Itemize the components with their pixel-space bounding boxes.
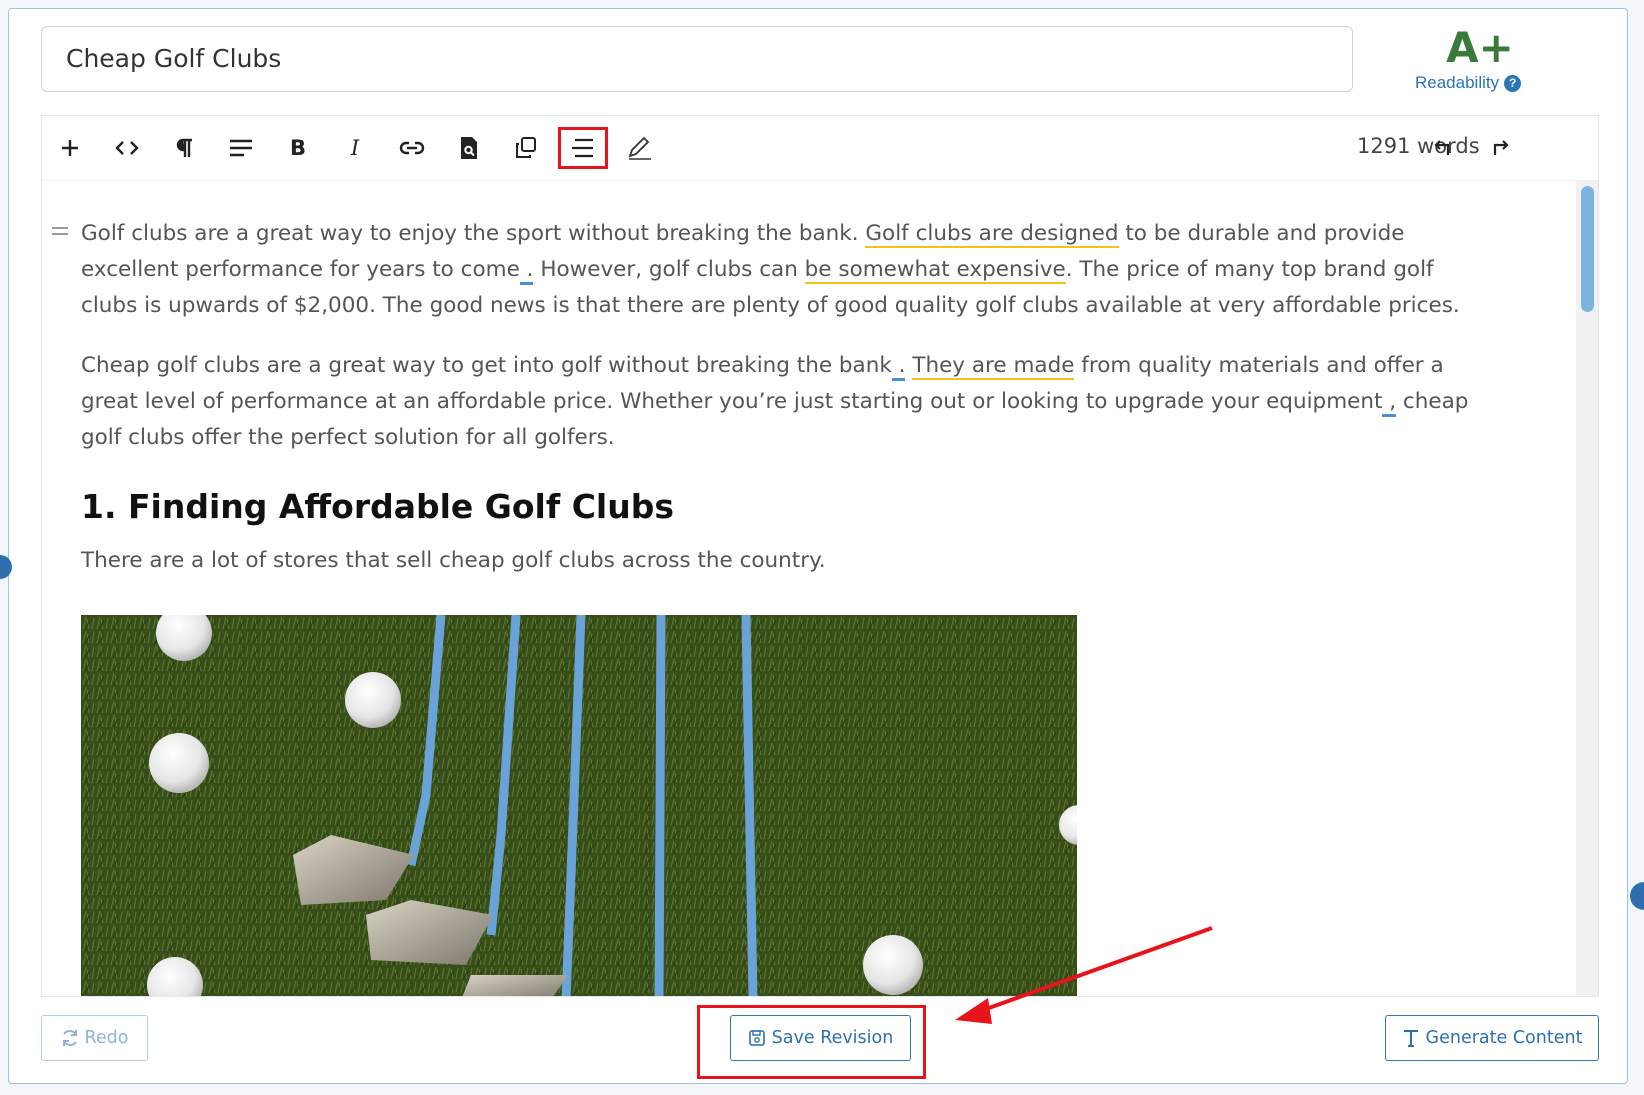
punctuation-suggestion[interactable]: . — [520, 257, 534, 285]
redo-icon — [1487, 139, 1509, 157]
paragraph-button[interactable] — [164, 128, 204, 168]
readability-grade: A+ — [1446, 23, 1514, 72]
paragraph-1: Golf clubs are a great way to enjoy the sport without breaking the bank. Golf clubs are designed to be durable and provide excellent performance for years to come . However, golf clubs can be somewhat expensive. The price of many top brand golf clubs is upwards of $2,000. The good news is that there are plenty of good quality golf clubs available at very affordable prices. — [81, 221, 1460, 318]
redo-button-label: Redo — [84, 1028, 129, 1048]
annotation-highlight-box — [697, 1005, 926, 1079]
redo-toolbar-button[interactable] — [1478, 128, 1518, 168]
word-count: 1291 words — [1357, 134, 1480, 158]
edit-button[interactable] — [620, 128, 660, 168]
golf-clubs-photo — [81, 615, 1077, 996]
title-input[interactable]: Cheap Golf Clubs — [41, 26, 1353, 92]
link-icon — [399, 140, 425, 156]
italic-button[interactable] — [335, 128, 375, 168]
readability-label-group[interactable] — [1415, 73, 1521, 93]
save-revision-label: Save Revision — [771, 1028, 894, 1048]
italic-icon: I — [350, 136, 360, 160]
outline-button[interactable] — [558, 127, 608, 169]
help-icon[interactable]: ? — [1504, 75, 1521, 92]
plus-icon — [59, 137, 81, 159]
section-heading: 1. Finding Affordable Golf Clubs — [81, 487, 674, 526]
suggestion-highlight[interactable]: Golf clubs are designed — [865, 221, 1119, 246]
editor — [41, 115, 1599, 997]
bold-icon: B — [289, 136, 306, 160]
align-button[interactable] — [221, 128, 261, 168]
undo-icon — [1434, 139, 1456, 157]
undo-button[interactable] — [1425, 128, 1465, 168]
drag-handle-icon[interactable] — [52, 227, 68, 235]
paragraph-2: Cheap golf clubs are a great way to get into golf without breaking the bank . They are made from quality materials and offer a great level of performance at an affordable price. Whether you’re just starting out or looking to upgrade your equipment , cheap golf clubs offer the perfect solution for all golfers. — [81, 353, 1469, 450]
punctuation-suggestion[interactable]: . — [892, 353, 906, 381]
document-search-icon — [459, 136, 479, 160]
paragraph-3: There are a lot of stores that sell cheap golf clubs across the country. — [81, 548, 826, 573]
pilcrow-icon — [174, 137, 194, 159]
preview-button[interactable] — [449, 128, 489, 168]
refresh-icon — [61, 1029, 79, 1047]
link-button[interactable] — [392, 128, 432, 168]
add-block-button[interactable] — [50, 128, 90, 168]
readability-label: Readability — [1415, 73, 1500, 92]
text-icon — [1402, 1028, 1420, 1048]
punctuation-suggestion[interactable]: , — [1382, 389, 1396, 417]
suggestion-highlight[interactable]: They are made — [912, 353, 1075, 378]
scrollbar[interactable] — [1576, 181, 1598, 996]
redo-button[interactable] — [41, 1015, 148, 1061]
bold-button[interactable] — [278, 128, 318, 168]
generate-content-button[interactable] — [1385, 1015, 1599, 1061]
copy-button[interactable] — [506, 128, 546, 168]
scrollbar-thumb[interactable] — [1581, 186, 1594, 312]
copy-icon — [514, 136, 538, 160]
align-left-icon — [229, 138, 253, 158]
toolbar — [42, 116, 1598, 181]
right-edge-handle[interactable] — [1630, 882, 1644, 910]
generate-content-label: Generate Content — [1425, 1028, 1583, 1048]
code-icon — [115, 137, 139, 159]
code-button[interactable] — [107, 128, 147, 168]
suggestion-highlight[interactable]: be somewhat expensive — [804, 257, 1066, 282]
editor-content[interactable] — [42, 181, 1576, 996]
golf-clubs-image — [81, 615, 1077, 996]
menu-lines-icon — [570, 137, 596, 159]
pencil-icon — [626, 135, 654, 161]
